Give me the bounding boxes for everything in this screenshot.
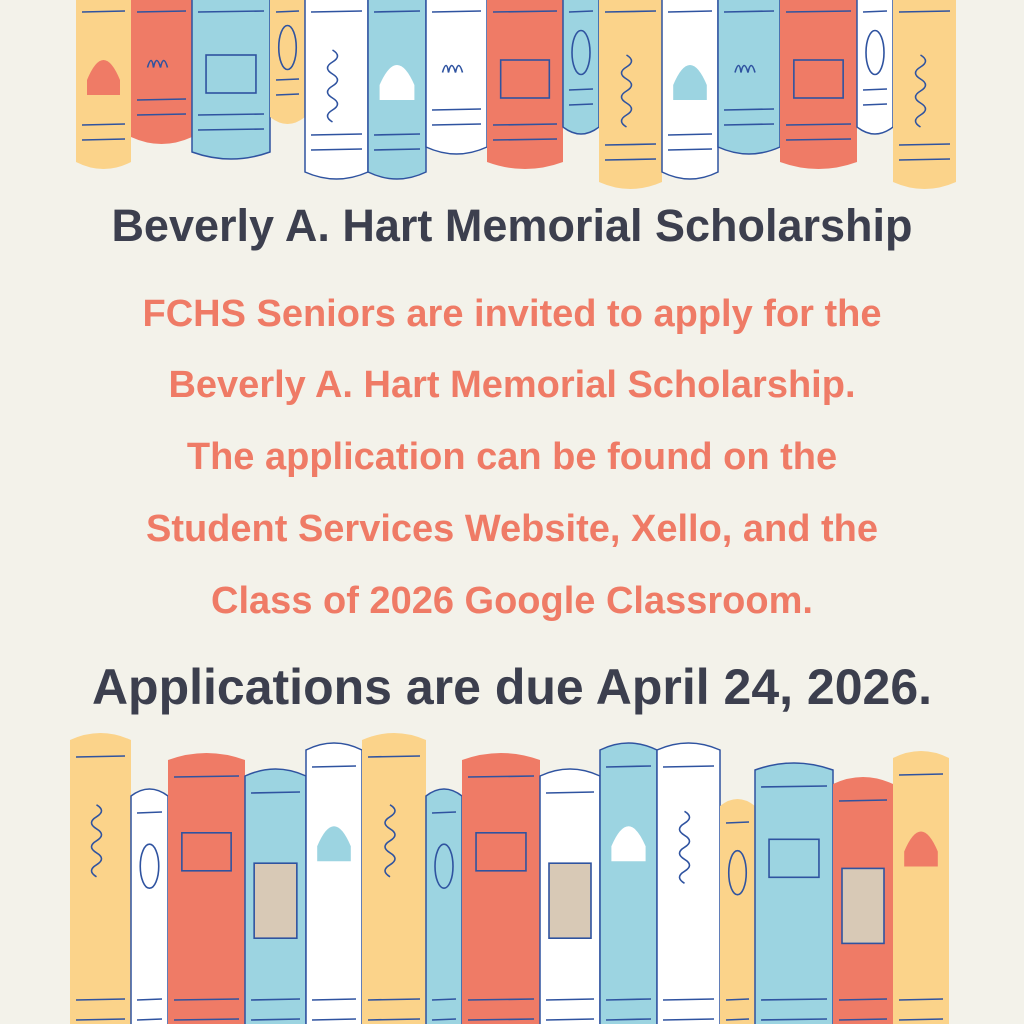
book-icon xyxy=(893,751,949,1024)
book-icon xyxy=(487,0,563,169)
book-icon xyxy=(368,0,426,179)
book-icon xyxy=(426,0,487,154)
bottom-bookshelf-illustration xyxy=(0,720,1024,1024)
book-icon xyxy=(462,753,540,1024)
body-line-2: Beverly A. Hart Memorial Scholarship. xyxy=(168,364,856,406)
top-bookshelf-illustration xyxy=(0,0,1024,200)
book-icon xyxy=(662,0,718,179)
book-icon xyxy=(70,733,131,1024)
book-icon xyxy=(755,763,833,1024)
book-icon xyxy=(192,0,270,159)
book-icon xyxy=(245,769,306,1024)
book-icon xyxy=(720,799,755,1024)
book-icon xyxy=(270,0,305,124)
book-icon xyxy=(131,789,168,1024)
book-icon xyxy=(426,789,462,1024)
body-line-5: Class of 2026 Google Classroom. xyxy=(211,580,813,622)
book-icon xyxy=(168,753,245,1024)
book-icon xyxy=(76,0,131,169)
book-icon xyxy=(833,777,893,1024)
body-line-1: FCHS Seniors are invited to apply for the xyxy=(142,293,882,335)
book-icon xyxy=(657,743,720,1024)
book-icon xyxy=(599,0,662,189)
book-icon xyxy=(305,0,368,179)
book-icon xyxy=(362,733,426,1024)
due-date-line: Applications are due April 24, 2026. xyxy=(91,659,933,715)
book-icon xyxy=(893,0,956,189)
book-icon xyxy=(600,743,657,1024)
body-line-4: Student Services Website, Xello, and the xyxy=(145,508,879,550)
book-icon xyxy=(718,0,780,154)
book-icon xyxy=(131,0,192,144)
book-icon xyxy=(857,0,893,134)
book-icon xyxy=(540,769,600,1024)
body-line-3: The application can be found on the xyxy=(186,436,838,478)
book-icon xyxy=(780,0,857,169)
page-title: Beverly A. Hart Memorial Scholarship xyxy=(111,200,913,251)
book-icon xyxy=(563,0,599,134)
book-icon xyxy=(306,743,362,1024)
